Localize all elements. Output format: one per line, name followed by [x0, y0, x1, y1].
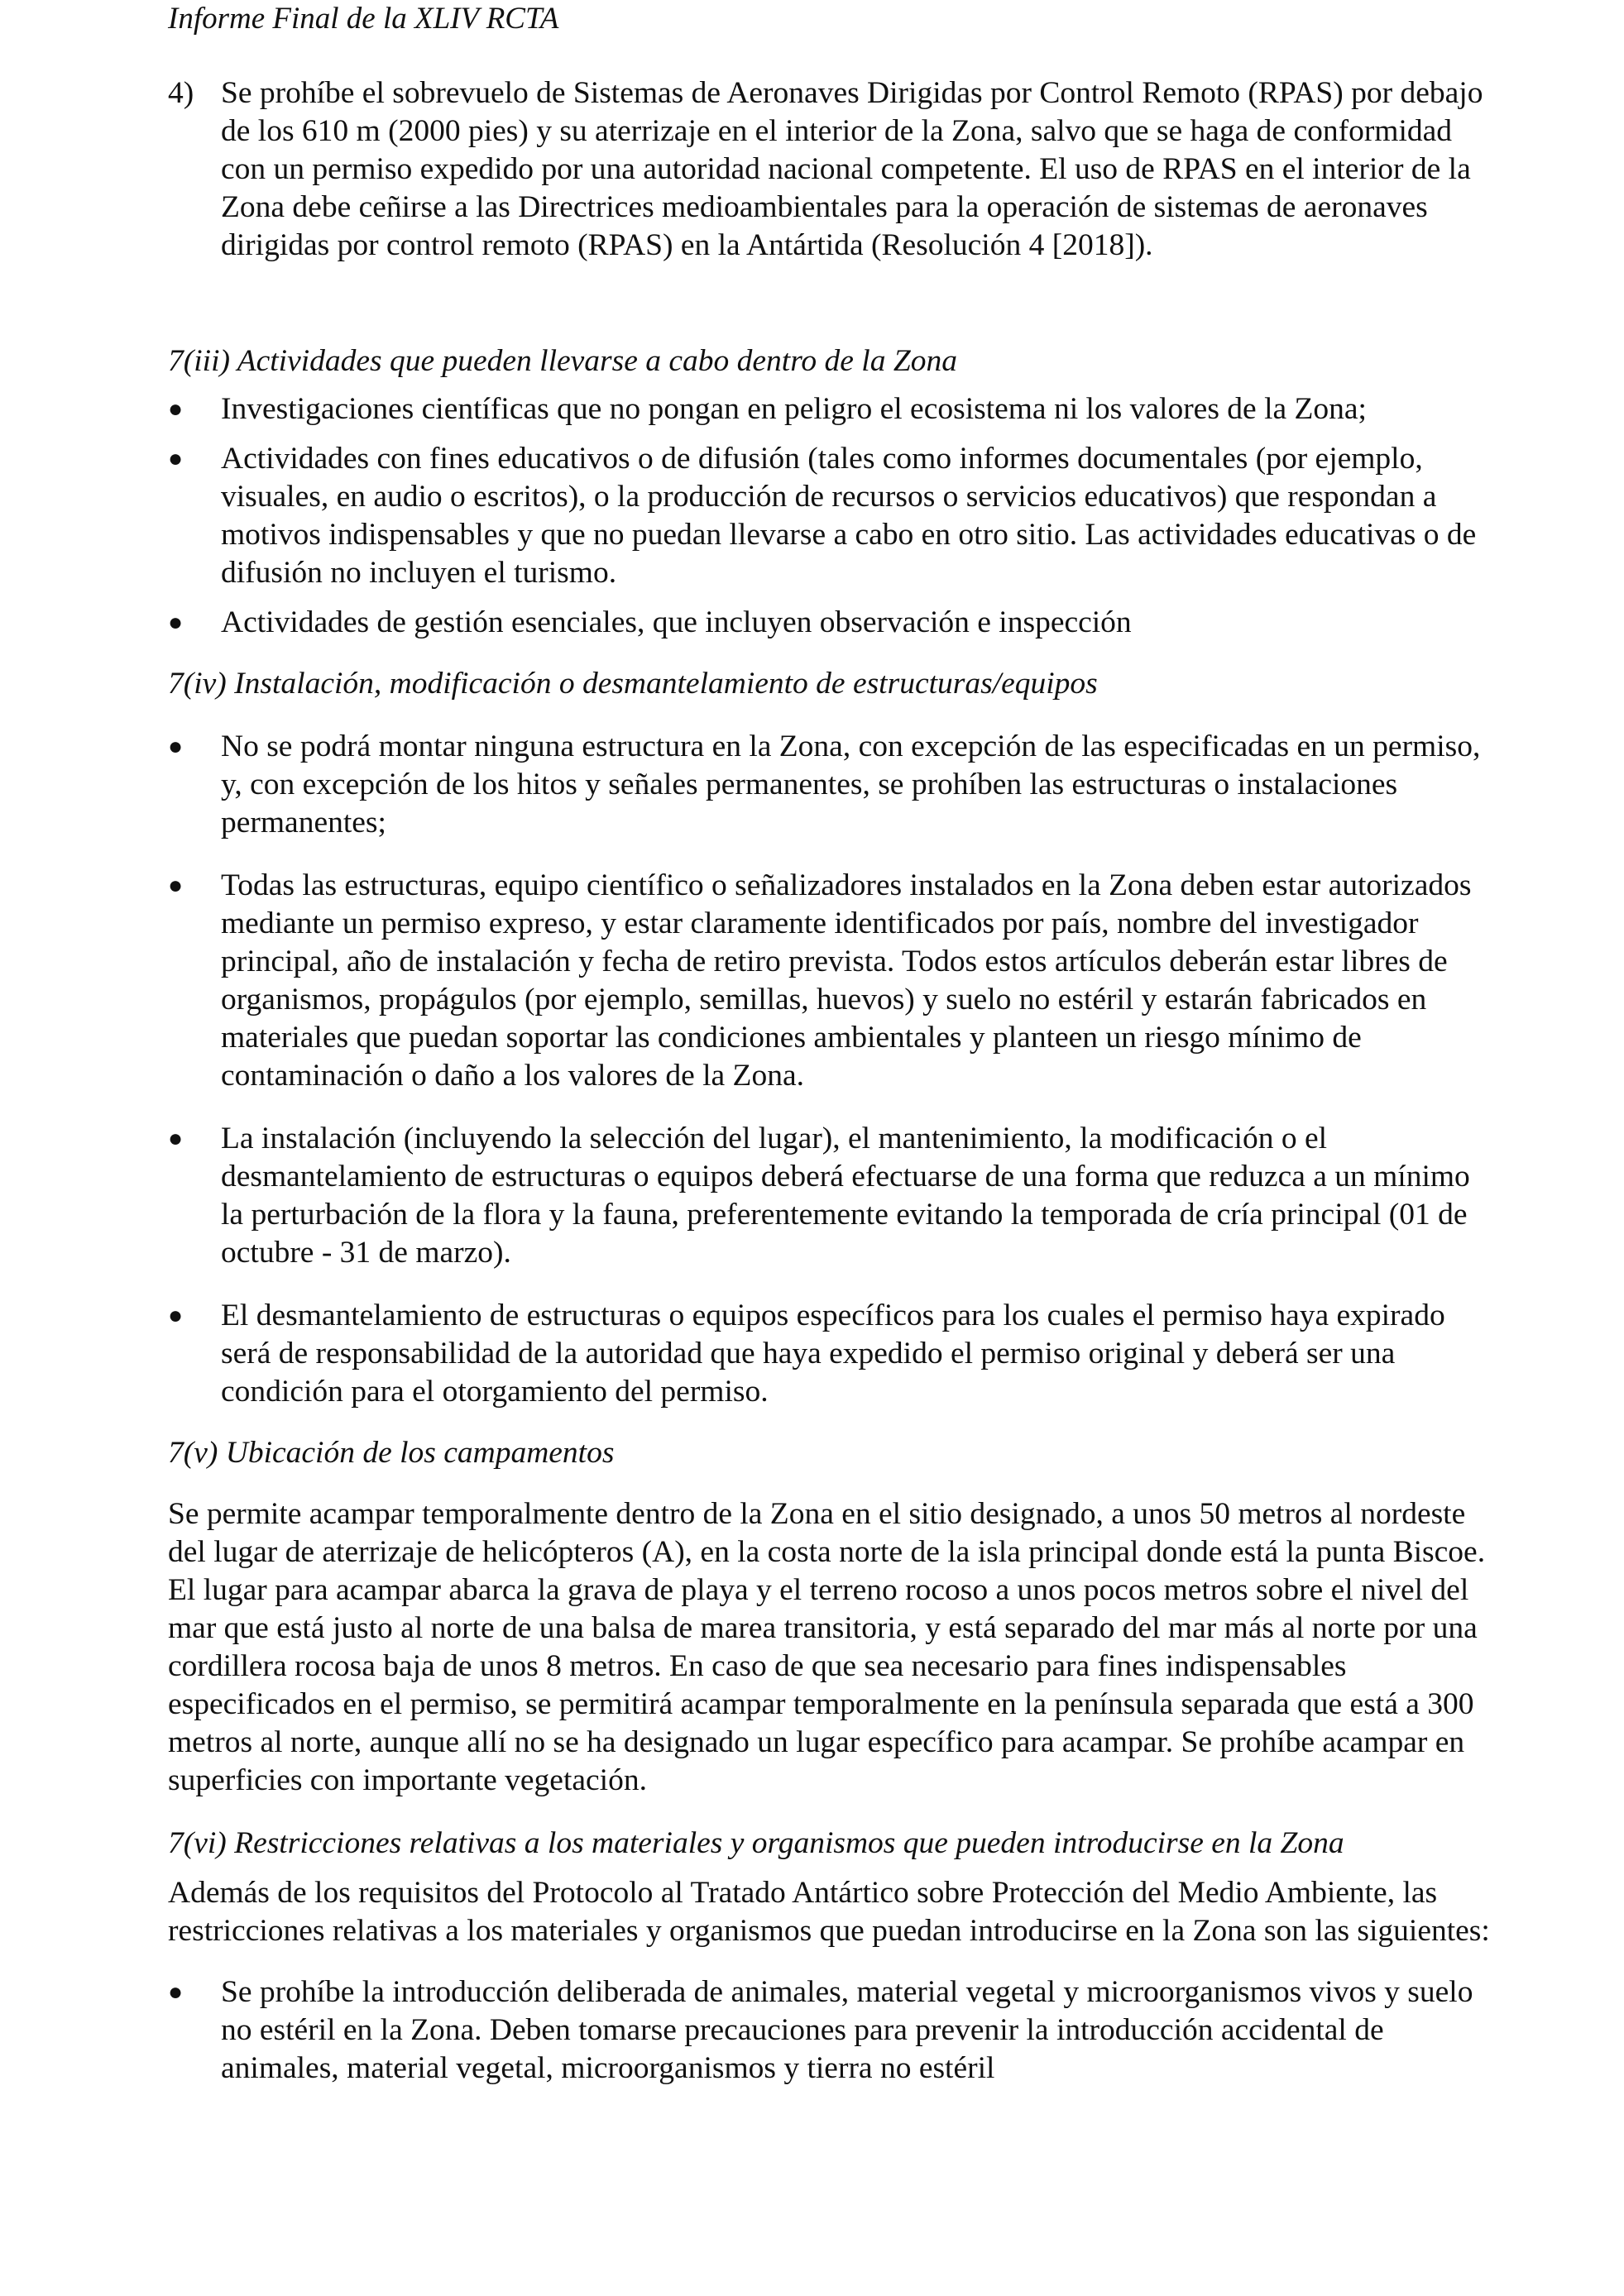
list-item-text: Se prohíbe la introducción deliberada de animales, material vegetal y microorganismos vivos y suelo no estéril en la Zona. Deben tomarse precauciones para prevenir la introducción accidental de animales, material vegetal, microorganismos y tierra no estéril — [221, 1975, 1473, 2085]
list-item — [168, 440, 1492, 592]
list-item-text: Actividades con fines educativos o de difusión (tales como informes documentales (por ejemplo, visuales, en audio o escritos), o la producción de recursos o servicios educativos) que respondan a motivos indispensables y que no puedan llevarse a cabo en otro sitio. Las actividades educativas o de difusión no incluyen el turismo. — [221, 442, 1477, 590]
running-header: Informe Final de la XLIV RCTA — [168, 2, 559, 36]
section-heading-7iv: 7(iv) Instalación, modificación o desmantelamiento de estructuras/equipos — [168, 667, 1098, 701]
list-item-text: La instalación (incluyendo la selección del lugar), el mantenimiento, la modificación o el desmantelamiento de estructuras o equipos deberá efectuarse de una forma que reduzca a un mínimo la perturbación de la flora y la fauna, preferentemente evitando la temporada de cría principal (01 de octubre - 31 de marzo). — [221, 1122, 1470, 1270]
numbered-item-4 — [168, 74, 1492, 318]
list-item — [168, 1120, 1492, 1272]
bullet-list-7iii — [168, 390, 1492, 642]
paragraph-camp-location: Se permite acampar temporalmente dentro de la Zona en el sitio designado, a unos 50 metros al nordeste del lugar de aterrizaje de helicópteros (A), en la costa norte de la isla principal donde está la punta Biscoe. El lugar para acampar abarca la grava de playa y el terreno rocoso a unos pocos metros sobre el nivel del mar que está justo al norte de una balsa de marea transitoria, y está separado del mar más al norte por una cordillera rocosa baja de unos 8 metros. En caso de que sea necesario para fines indispensables especificados en el permiso, se permitirá acampar temporalmente en la península separada que está a 300 metros al norte, aunque allí no se ha designado un lugar específico para acampar. Se prohíbe acampar en superficies con importante vegetación. — [168, 1497, 1486, 1797]
section-heading-7vi: 7(vi) Restricciones relativas a los materiales y organismos que pueden introducirse en la Zona — [168, 1826, 1344, 1860]
bullet-icon: ● — [168, 395, 184, 423]
item-text: Se prohíbe el sobrevuelo de Sistemas de Aeronaves Dirigidas por Control Remoto (RPAS) por debajo de los 610 m (2000 pies) y su aterrizaje en el interior de la Zona, salvo que se haga de conformidad con un permiso expedido por una autoridad nacional competente. El uso de RPAS en el interior de la Zona debe ceñirse a las Directrices medioambientales para la operación de sistemas de aeronaves dirigidas por control remoto (RPAS) en la Antártida (Resolución 4 [2018]). — [221, 76, 1483, 262]
bullet-icon: ● — [168, 609, 184, 636]
list-item — [168, 390, 1492, 428]
list-item — [168, 867, 1492, 1095]
bullet-icon: ● — [168, 1302, 184, 1329]
bullet-icon: ● — [168, 1978, 184, 2006]
paragraph-material-restrictions: Además de los requisitos del Protocolo al Tratado Antártico sobre Protección del Medio Ambiente, las restricciones relativas a los materiales y organismos que puedan introducirse en la Zona son las siguientes: — [168, 1876, 1490, 1948]
section-heading-7iii: 7(iii) Actividades que pueden llevarse a cabo dentro de la Zona — [168, 344, 957, 378]
list-item-text: Todas las estructuras, equipo científico o señalizadores instalados en la Zona deben estar autorizados mediante un permiso expreso, y estar claramente identificados por país, nombre del investigador principal, año de instalación y fecha de retiro prevista. Todos estos artículos deberán estar libres de organismos, propágulos (por ejemplo, semillas, huevos) y suelo no estéril y estarán fabricados en materiales que puedan soportar las condiciones ambientales y planteen un riesgo mínimo de contaminación o daño a los valores de la Zona. — [221, 868, 1472, 1093]
list-item — [168, 728, 1492, 842]
section-heading-7v: 7(v) Ubicación de los campamentos — [168, 1436, 615, 1470]
list-item — [168, 1973, 1492, 2088]
bullet-icon: ● — [168, 1125, 184, 1152]
bullet-icon: ● — [168, 733, 184, 760]
list-item — [168, 604, 1492, 642]
bullet-list-7iv — [168, 728, 1492, 1411]
list-item-text: No se podrá montar ninguna estructura en la Zona, con excepción de las especificadas en un permiso, y, con excepción de los hitos y señales permanentes, se prohíben las estructuras o instalaciones permanentes; — [221, 729, 1481, 839]
list-item-text: Actividades de gestión esenciales, que incluyen observación e inspección — [221, 605, 1132, 639]
page-content — [168, 74, 1492, 2088]
bullet-list-7vi — [168, 1973, 1492, 2088]
list-item — [168, 1297, 1492, 1411]
list-item-text: El desmantelamiento de estructuras o equipos específicos para los cuales el permiso haya expirado será de responsabilidad de la autoridad que haya expedido el permiso original y deberá ser una condición para el otorgamiento del permiso. — [221, 1299, 1445, 1409]
bullet-icon: ● — [168, 445, 184, 472]
list-item-text: Investigaciones científicas que no pongan en peligro el ecosistema ni los valores de la Zona; — [221, 392, 1367, 426]
item-number: 4) — [168, 76, 194, 110]
bullet-icon: ● — [168, 872, 184, 899]
